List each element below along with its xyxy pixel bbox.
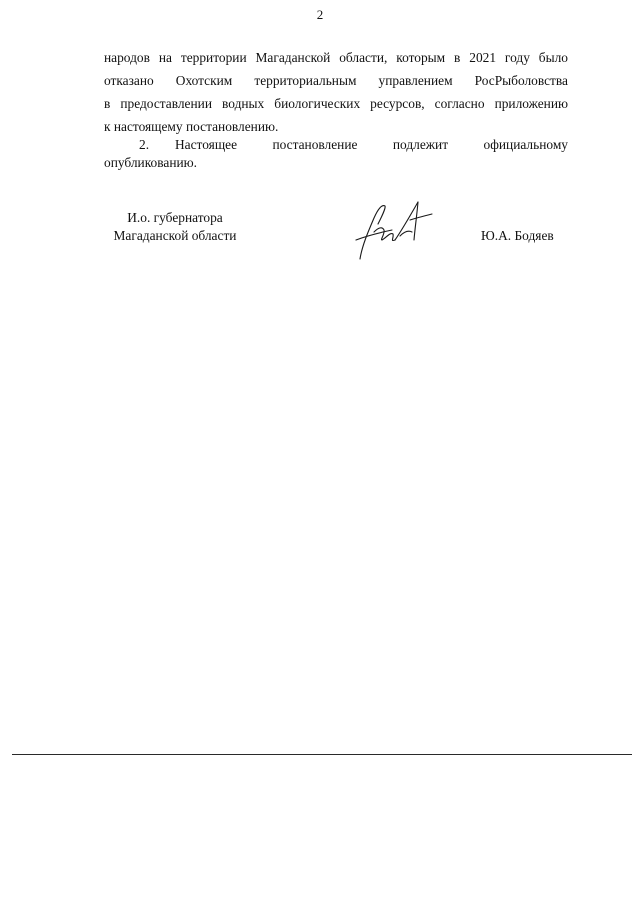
page-number: 2 (316, 7, 324, 22)
paragraph-1-line (104, 119, 278, 135)
handwritten-signature (352, 196, 436, 262)
signatory-name: Ю.А. Бодяев (481, 228, 554, 243)
footer-rule (12, 754, 632, 755)
paragraph-2-word: постановление (272, 137, 358, 152)
paragraph-1-line (104, 50, 568, 66)
paragraph-1-line (104, 73, 568, 89)
paragraph-2-number: 2. (139, 137, 150, 152)
paragraph-1-line-text: народов на территории Магаданской области, которым в 2021 году было (104, 50, 568, 65)
paragraph-1-line-text: в предоставлении водных биологических ресурсов, согласно приложению (104, 96, 568, 111)
paragraph-2-second-line: опубликованию. (104, 155, 198, 170)
paragraph-1-line-text: отказано Охотским территориальным управлением РосРыболовства (104, 73, 568, 88)
paragraph-1-line (104, 96, 568, 112)
paragraph-2-first-line (175, 137, 568, 153)
signatory-title (95, 210, 255, 244)
paragraph-2-word: официальному (483, 137, 568, 152)
paragraph-2-word: подлежит (392, 137, 449, 152)
signatory-title-line-1: И.о. губернатора (127, 210, 223, 225)
signatory-title-line-2: Магаданской области (113, 228, 237, 243)
paragraph-2-word: Настоящее (175, 137, 238, 152)
paragraph-1-line-text: к настоящему постановлению. (104, 119, 279, 134)
